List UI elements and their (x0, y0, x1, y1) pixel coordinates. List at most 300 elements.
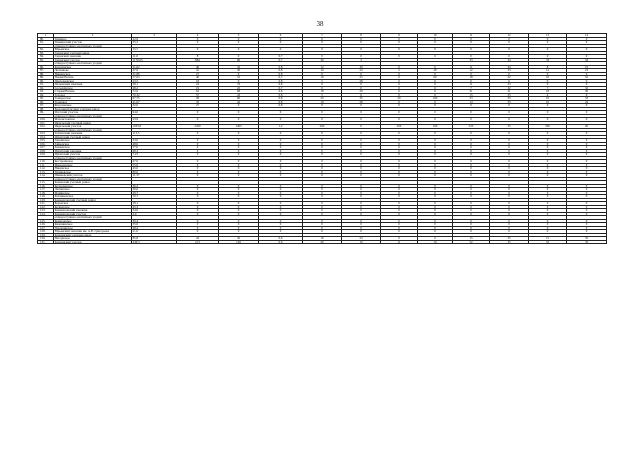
column-number-header: 9 (381, 34, 418, 38)
value-cell: 0 (490, 209, 529, 213)
value-cell: 0 (342, 174, 381, 178)
value-cell: 33 (219, 83, 259, 87)
row-number-cell: 88. (38, 72, 54, 76)
value-cell: 0 (453, 184, 490, 188)
value-cell: 0 (259, 202, 303, 206)
row-number-cell: 124. (38, 212, 54, 216)
value-cell: 33 (567, 97, 607, 101)
table-row (38, 240, 607, 244)
value-cell: 29,7 (132, 191, 177, 195)
row-number-cell: 94. (38, 93, 54, 97)
value-cell: 8 (177, 55, 219, 59)
value-cell: 0 (177, 188, 219, 192)
value-cell: 0 (219, 167, 259, 171)
value-cell: 0 (453, 48, 490, 52)
value-cell: 0 (259, 142, 303, 146)
value-cell: 68,3 (132, 149, 177, 153)
value-cell: 0 (259, 195, 303, 199)
value-cell: 35 (490, 125, 529, 129)
value-cell: 0 (453, 163, 490, 167)
value-cell: 0 (490, 41, 529, 45)
value-cell: 0 (177, 163, 219, 167)
value-cell: 0 (567, 79, 607, 83)
name-cell: Исетский участок (54, 111, 132, 115)
value-cell: 0 (418, 209, 453, 213)
value-cell: 41 (177, 69, 219, 73)
value-cell: 0 (418, 86, 453, 90)
value-cell: 15 (453, 237, 490, 241)
value-cell: 0 (381, 223, 418, 227)
value-cell: 0 (529, 184, 567, 188)
value-cell: 30 (303, 58, 342, 62)
value-cell: 0 (418, 111, 453, 115)
value-cell: 0 (342, 195, 381, 199)
value-cell: 11,37 (132, 174, 177, 178)
value-cell: 0 (453, 223, 490, 227)
value-cell: 0 (418, 93, 453, 97)
name-cell: Пелымский заказник (54, 83, 132, 87)
value-cell: 0 (303, 139, 342, 143)
value-cell: 0 (381, 149, 418, 153)
value-cell: 0 (342, 223, 381, 227)
value-cell: 0 (381, 188, 418, 192)
name-cell: Рыбниковское (54, 195, 132, 199)
name-cell: Камышловский заказник (54, 209, 132, 213)
value-cell: 19 (177, 86, 219, 90)
value-cell: 0 (381, 37, 418, 41)
value-cell: 0 (177, 226, 219, 230)
value-cell: 300 (529, 125, 567, 129)
value-cell: 0 (303, 202, 342, 206)
value-cell: 0,8 (259, 69, 303, 73)
value-cell: 0 (529, 195, 567, 199)
row-number-cell: 106. (38, 142, 54, 146)
value-cell: 1405 (219, 125, 259, 129)
value-cell: 0 (177, 139, 219, 143)
value-cell: 0 (177, 219, 219, 223)
value-cell: 0 (453, 118, 490, 122)
name-cell: Федотовское (54, 104, 132, 108)
value-cell: 0 (381, 212, 418, 216)
value-cell: 0 (259, 48, 303, 52)
row-number-cell: 107. (38, 146, 54, 150)
row-number-cell: 128. (38, 230, 54, 234)
value-cell: 0 (529, 188, 567, 192)
value-cell: 0 (529, 226, 567, 230)
value-cell: 0 (567, 212, 607, 216)
value-cell: 0 (342, 230, 381, 234)
value-cell: 0 (303, 209, 342, 213)
value-cell: 19 (342, 240, 381, 244)
value-cell: 0 (177, 41, 219, 45)
value-cell: 0 (453, 195, 490, 199)
value-cell: 0 (259, 219, 303, 223)
value-cell: 0 (381, 93, 418, 97)
name-cell: Малоистокское (54, 118, 132, 122)
value-cell: 0 (418, 139, 453, 143)
value-cell: 0,8 (259, 100, 303, 104)
name-cell: Костроинское (54, 160, 132, 164)
value-cell: 30,4 (132, 219, 177, 223)
value-cell: 0 (567, 132, 607, 136)
value-cell: 100 (418, 97, 453, 101)
name-cell: Новый Вагиль (54, 76, 132, 80)
row-number-cell: 120. (38, 198, 54, 202)
value-cell: 0 (453, 205, 490, 209)
value-cell: 0 (177, 48, 219, 52)
value-cell: 32,0 (132, 104, 177, 108)
value-cell: 20 (381, 97, 418, 101)
value-cell: 0 (342, 205, 381, 209)
value-cell: 0 (381, 139, 418, 143)
value-cell: 23,9 (132, 118, 177, 122)
row-number-cell: 115. (38, 181, 54, 185)
name-cell: общедоступных охотничьих угодий (54, 62, 132, 66)
value-cell: 68 (219, 90, 259, 94)
value-cell: 0 (529, 149, 567, 153)
value-cell: 0 (219, 118, 259, 122)
row-number-cell: 116. (38, 184, 54, 188)
row-number-cell: 103. (38, 132, 54, 136)
value-cell: 14 (453, 100, 490, 104)
value-cell: 0 (303, 226, 342, 230)
value-cell: 1,2 (259, 125, 303, 129)
row-number-cell: 111. (38, 163, 54, 167)
value-cell: 0 (490, 48, 529, 52)
value-cell: 0 (381, 83, 418, 87)
value-cell: 11 (381, 240, 418, 244)
value-cell: 0 (529, 111, 567, 115)
value-cell: 42 (219, 100, 259, 104)
value-cell: 0 (219, 153, 259, 157)
value-cell: 51,02 (132, 65, 177, 69)
value-cell: 94,6 (132, 111, 177, 115)
value-cell: 0 (567, 205, 607, 209)
value-cell: 12 (529, 69, 567, 73)
value-cell: 0 (529, 79, 567, 83)
name-cell: Сосьерёнское (54, 86, 132, 90)
value-cell: 0 (490, 174, 529, 178)
name-cell: Худяковское (54, 170, 132, 174)
value-cell: 0 (259, 212, 303, 216)
row-number-cell: 90. (38, 79, 54, 83)
value-cell: 11 (453, 83, 490, 87)
value-cell: 0 (567, 191, 607, 195)
value-cell: 0 (219, 184, 259, 188)
value-cell: 3 (342, 58, 381, 62)
value-cell: 0,8 (259, 83, 303, 87)
value-cell: 27 (177, 104, 219, 108)
row-number-cell: 131. (38, 240, 54, 244)
value-cell: 0 (303, 160, 342, 164)
value-cell: 57,63 (132, 76, 177, 80)
value-cell: 0,8 (259, 65, 303, 69)
value-cell: 35 (567, 240, 607, 244)
value-cell: 43 (219, 93, 259, 97)
value-cell: 0 (303, 48, 342, 52)
value-cell: 0 (418, 132, 453, 136)
value-cell: 0,6 (259, 237, 303, 241)
value-cell: 0 (219, 142, 259, 146)
value-cell: 96 (219, 58, 259, 62)
value-cell: 33,0 (132, 139, 177, 143)
name-cell: Ницинское (54, 167, 132, 171)
value-cell: 10 (303, 100, 342, 104)
value-cell: 35 (490, 240, 529, 244)
value-cell: 0 (381, 118, 418, 122)
value-cell: 0 (490, 153, 529, 157)
value-cell: 0 (381, 72, 418, 76)
value-cell: 523 (453, 125, 490, 129)
value-cell: 0 (381, 170, 418, 174)
name-cell: Колчеданское (54, 184, 132, 188)
value-cell: 0 (303, 83, 342, 87)
name-cell: Юрьевское (54, 48, 132, 52)
value-cell: 20 (567, 125, 607, 129)
name-cell: Ирбитский учетный район (54, 135, 132, 139)
value-cell: 0 (303, 170, 342, 174)
value-cell: 0 (177, 230, 219, 234)
value-cell: 0 (219, 223, 259, 227)
value-cell: 0 (418, 170, 453, 174)
value-cell: 0 (219, 202, 259, 206)
value-cell: 0 (259, 191, 303, 195)
value-cell: 0 (381, 191, 418, 195)
row-number-cell: 80. (38, 37, 54, 41)
value-cell: 35 (490, 93, 529, 97)
row-number-cell: 83. (38, 51, 54, 55)
name-cell: Карпинский учетный район (54, 233, 132, 237)
value-cell: 0 (567, 209, 607, 213)
value-cell: 0,7 (259, 55, 303, 59)
row-number-cell: 99. (38, 111, 54, 115)
value-cell: 0 (418, 79, 453, 83)
value-cell: 0 (453, 79, 490, 83)
value-cell: 0 (529, 191, 567, 195)
value-cell: 3,9 (132, 212, 177, 216)
value-cell: 32 (219, 65, 259, 69)
name-cell: общедоступных охотничьих угодий (54, 216, 132, 220)
value-cell: 0 (567, 118, 607, 122)
value-cell: 0 (259, 149, 303, 153)
value-cell: 0 (259, 153, 303, 157)
value-cell: 48,0 (132, 142, 177, 146)
value-cell: 0 (342, 72, 381, 76)
name-cell: общедоступных охотничьих угодий (54, 177, 132, 181)
value-cell: 0 (303, 146, 342, 150)
value-cell: 0 (219, 230, 259, 234)
value-cell: 0 (303, 142, 342, 146)
value-cell: 0 (381, 132, 418, 136)
value-cell: 0 (177, 202, 219, 206)
name-cell: Екатеринбургский учетный район (54, 107, 132, 111)
value-cell: 0 (490, 212, 529, 216)
value-cell: 0 (453, 188, 490, 192)
value-cell: 0 (529, 37, 567, 41)
value-cell: 47,9 (132, 69, 177, 73)
value-cell: 0 (177, 111, 219, 115)
value-cell: 0 (567, 226, 607, 230)
value-cell: 2 (381, 69, 418, 73)
value-cell: 0 (342, 142, 381, 146)
value-cell: 0 (490, 149, 529, 153)
row-number-cell: 114. (38, 174, 54, 178)
value-cell: 0 (418, 83, 453, 87)
value-cell: 28 (342, 100, 381, 104)
value-cell: 21 (453, 90, 490, 94)
value-cell: 0 (567, 111, 607, 115)
value-cell: 60 (418, 76, 453, 80)
value-cell: 0 (219, 132, 259, 136)
row-number-cell: 97. (38, 104, 54, 108)
value-cell: 0,8 (259, 90, 303, 94)
value-cell: 0 (381, 76, 418, 80)
value-cell: 0 (381, 104, 418, 108)
value-cell: 11 (453, 65, 490, 69)
value-cell: 0 (303, 111, 342, 115)
value-cell: 9 (567, 93, 607, 97)
value-cell: 0 (381, 209, 418, 213)
value-cell: 15 (453, 93, 490, 97)
value-cell: 0 (259, 111, 303, 115)
value-cell: 35,3 (132, 41, 177, 45)
value-cell: 0 (567, 142, 607, 146)
value-cell: 0 (303, 188, 342, 192)
name-cell: Кочневское (54, 205, 132, 209)
name-cell: Порошинское (54, 226, 132, 230)
value-cell: 200 (303, 125, 342, 129)
value-cell: 34,6 (132, 209, 177, 213)
value-cell: 0 (567, 37, 607, 41)
value-cell: 45 (219, 237, 259, 241)
value-cell: 0 (342, 163, 381, 167)
name-cell: Ирбитский участок (54, 153, 132, 157)
value-cell: 85,8 (132, 237, 177, 241)
column-number-header: 3 (132, 34, 177, 38)
value-cell: 7,23 (132, 153, 177, 157)
value-cell: 0 (219, 219, 259, 223)
value-cell: 0 (342, 132, 381, 136)
value-cell: 0 (529, 55, 567, 59)
value-cell: 21,0 (132, 230, 177, 234)
name-cell: общедоступных охотничьих угодий (54, 44, 132, 48)
value-cell: 0 (529, 230, 567, 234)
row-number-cell: 129. (38, 233, 54, 237)
value-cell: 0 (259, 223, 303, 227)
value-cell: 0 (418, 146, 453, 150)
value-cell: 0 (490, 167, 529, 171)
name-cell: Пантелеевское (54, 79, 132, 83)
value-cell: 0 (342, 104, 381, 108)
name-cell: Ирбитский заказник (54, 149, 132, 153)
value-cell: 0 (418, 104, 453, 108)
value-cell: 0 (418, 237, 453, 241)
value-cell: 0 (453, 111, 490, 115)
row-number-cell: 91. (38, 83, 54, 87)
column-number-header: 1 (38, 34, 54, 38)
value-cell: 45,0 (132, 167, 177, 171)
value-cell: 0 (303, 167, 342, 171)
value-cell: 0,8 (259, 104, 303, 108)
value-cell: 10 (529, 100, 567, 104)
value-cell: 0 (219, 226, 259, 230)
value-cell: 0 (453, 72, 490, 76)
row-number-cell: 127. (38, 226, 54, 230)
value-cell: 15 (529, 237, 567, 241)
value-cell: 35 (342, 97, 381, 101)
value-cell: 0 (259, 118, 303, 122)
value-cell: 0 (567, 188, 607, 192)
value-cell: 0 (303, 104, 342, 108)
value-cell: 0 (418, 223, 453, 227)
row-number-cell: 95. (38, 97, 54, 101)
row-number-cell: 100. (38, 118, 54, 122)
column-number-header: 6 (259, 34, 303, 38)
value-cell: 0 (418, 118, 453, 122)
value-cell: 0 (303, 223, 342, 227)
value-cell: 0 (219, 160, 259, 164)
value-cell: 18 (453, 76, 490, 80)
name-cell: Зайковское (54, 142, 132, 146)
value-cell: 0 (177, 195, 219, 199)
value-cell: 57,0 (132, 146, 177, 150)
value-cell: 62 (177, 90, 219, 94)
value-cell: 0 (259, 132, 303, 136)
value-cell: 0 (219, 209, 259, 213)
value-cell: 0 (219, 79, 259, 83)
value-cell: 0 (418, 188, 453, 192)
value-cell: 0 (418, 163, 453, 167)
value-cell: 0 (490, 223, 529, 227)
row-number-cell: 102. (38, 125, 54, 129)
value-cell: 23 (453, 97, 490, 101)
value-cell: 18 (303, 90, 342, 94)
value-cell: 23 (342, 237, 381, 241)
value-cell: 0 (342, 209, 381, 213)
value-cell: 58 (177, 97, 219, 101)
value-cell: 15,7 (132, 48, 177, 52)
row-number-cell: 126. (38, 223, 54, 227)
row-number-cell: 113. (38, 170, 54, 174)
value-cell: 80,0 (132, 170, 177, 174)
value-cell: 0 (219, 163, 259, 167)
value-cell: 0 (342, 139, 381, 143)
value-cell: 340,3 (132, 240, 177, 244)
row-number-cell: 93. (38, 90, 54, 94)
value-cell: 0 (418, 230, 453, 234)
name-cell: Никиерское (54, 72, 132, 76)
value-cell: 0 (303, 118, 342, 122)
row-number-cell: 130. (38, 237, 54, 241)
value-cell: 0 (490, 188, 529, 192)
value-cell: 34 (490, 65, 529, 69)
value-cell: 149 (219, 240, 259, 244)
value-cell: 35 (490, 237, 529, 241)
name-cell: Каменский учетный район (54, 181, 132, 185)
value-cell: 0 (490, 230, 529, 234)
value-cell: 0 (529, 153, 567, 157)
value-cell: 0 (418, 90, 453, 94)
value-cell: 0 (381, 205, 418, 209)
value-cell: 33 (529, 58, 567, 62)
value-cell: 0 (381, 100, 418, 104)
name-cell: Мироновское (54, 163, 132, 167)
value-cell: 0 (418, 167, 453, 171)
value-cell: 0 (342, 191, 381, 195)
value-cell: 0 (529, 219, 567, 223)
value-cell: 0 (259, 226, 303, 230)
value-cell: 0 (259, 41, 303, 45)
